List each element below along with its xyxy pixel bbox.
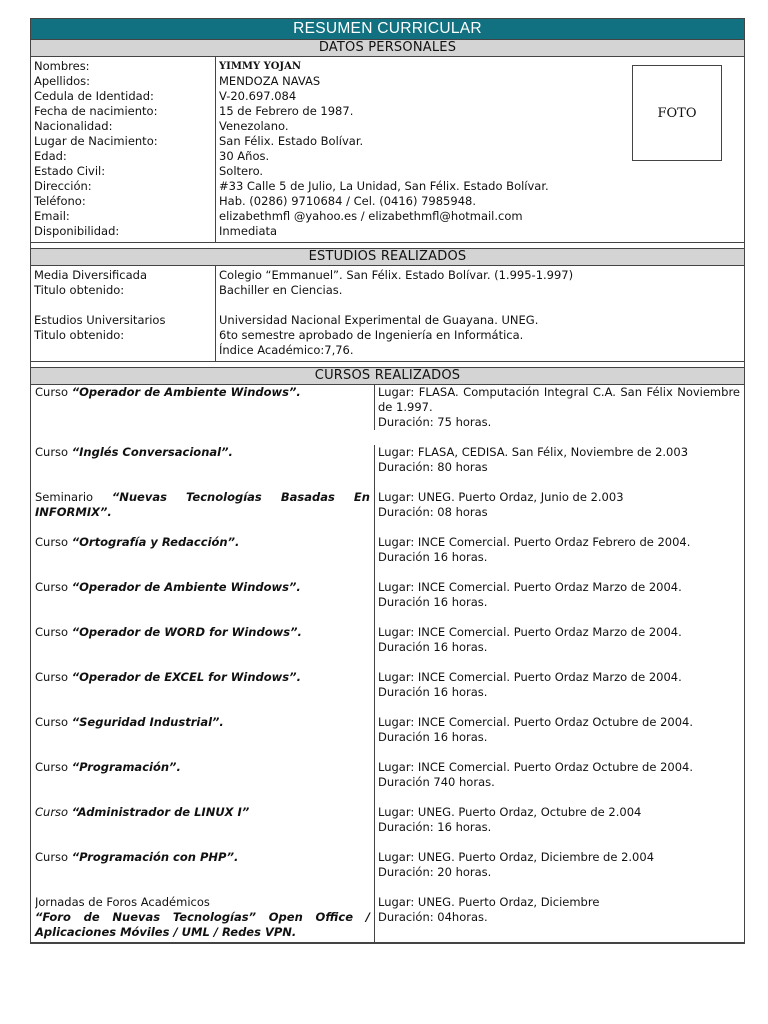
studies-values [216,266,744,361]
photo-label: FOTO [657,105,697,121]
course-place: Lugar: INCE Comercial. Puerto Ordaz Octubre de 2004. [378,715,694,729]
course-row [31,535,744,580]
course-row [31,385,744,430]
course-prefix: Curso [35,535,72,549]
courses-table [31,385,744,943]
course-row [31,670,744,715]
course-name: “Nuevas Tecnologías Basadas En INFORMIX”. [35,490,370,519]
course-title [31,805,375,850]
course-details [375,445,744,490]
course-title [31,385,375,430]
course-details [375,385,744,430]
course-row [31,805,744,850]
course-row [31,895,744,943]
course-place: Lugar: FLASA, CEDISA. San Félix, Noviembre de 2.003 [378,445,689,459]
label-fecha-nacimiento: Fecha de nacimiento: [34,104,158,118]
course-details [375,580,744,625]
course-name: “Programación con PHP”. [71,850,239,864]
course-prefix: Curso [35,580,72,594]
course-details [375,670,744,715]
value-semestre: 6to semestre aprobado de Ingeniería en Informática. [219,328,524,342]
label-direccion: Dirección: [34,179,92,193]
course-details [375,535,744,580]
personal-values [216,57,744,242]
course-prefix: Curso [35,385,72,399]
personal-labels [31,57,216,242]
course-title [31,895,375,942]
value-lugar-nacimiento: San Félix. Estado Bolívar. [219,134,364,148]
course-row [31,625,744,670]
value-apellidos: MENDOZA NAVAS [219,74,321,88]
course-prefix: Curso [35,850,72,864]
course-duration: Duración 16 horas. [378,640,488,654]
course-place: Lugar: UNEG. Puerto Ordaz, Diciembre [378,895,600,909]
curriculum-document [30,18,745,944]
label-media-diversificada: Media Diversificada [34,268,148,282]
course-prefix: Seminario [35,490,112,504]
label-disponibilidad: Disponibilidad: [34,224,120,238]
section-header-courses: CURSOS REALIZADOS [31,367,744,385]
value-estado-civil: Soltero. [219,164,264,178]
course-title [31,445,375,490]
course-title [31,760,375,805]
course-prefix: Curso [35,670,72,684]
label-nombres: Nombres: [34,59,90,73]
course-details [375,895,744,942]
course-title [31,850,375,895]
value-direccion: #33 Calle 5 de Julio, La Unidad, San Félix. Estado Bolívar. [219,179,549,193]
value-universidad: Universidad Nacional Experimental de Guayana. UNEG. [219,313,539,327]
course-details [375,490,744,535]
course-duration: Duración 740 horas. [378,775,495,789]
course-duration: Duración 16 horas. [378,685,488,699]
course-name: “Operador de Ambiente Windows”. [71,580,301,594]
document-title: RESUMEN CURRICULAR [31,19,744,40]
course-row [31,580,744,625]
label-estudios-universitarios: Estudios Universitarios [34,313,166,327]
value-edad: 30 Años. [219,149,270,163]
course-duration: Duración 16 horas. [378,550,488,564]
course-name: “Operador de EXCEL for Windows”. [71,670,301,684]
course-duration: Duración: 04horas. [378,910,488,924]
studies-labels [31,266,216,361]
section-header-personal: DATOS PERSONALES [31,40,744,57]
course-details [375,850,744,895]
photo-placeholder [632,65,722,161]
course-row [31,490,744,535]
course-duration: Duración: 20 horas. [378,865,492,879]
course-place: Lugar: UNEG. Puerto Ordaz, Junio de 2.003 [378,490,624,504]
course-details [375,760,744,805]
course-title [31,715,375,760]
section-header-studies: ESTUDIOS REALIZADOS [31,248,744,266]
value-colegio: Colegio “Emmanuel”. San Félix. Estado Bolívar. (1.995-1.997) [219,268,574,282]
course-duration: Duración 16 horas. [378,730,488,744]
course-name: “Operador de Ambiente Windows”. [71,385,301,399]
course-place: Lugar: INCE Comercial. Puerto Ordaz Febrero de 2004. [378,535,691,549]
label-cedula: Cedula de Identidad: [34,89,154,103]
value-email: elizabethmfl @yahoo.es / elizabethmfl@hotmail.com [219,209,523,223]
course-details [375,625,744,670]
value-telefono: Hab. (0286) 9710684 / Cel. (0416) 7985948. [219,194,476,208]
course-name: “Ortografía y Redacción”. [71,535,240,549]
label-estado-civil: Estado Civil: [34,164,106,178]
course-title [31,490,375,535]
course-place: Lugar: FLASA. Computación Integral C.A. San Félix Noviembre de 1.997. [378,385,740,414]
value-nacionalidad: Venezolano. [219,119,289,133]
course-row [31,715,744,760]
value-fecha-nacimiento: 15 de Febrero de 1987. [219,104,354,118]
course-title [31,670,375,715]
course-name: “Seguridad Industrial”. [71,715,224,729]
course-duration: Duración: 80 horas [378,460,488,474]
course-name: “Programación”. [71,760,181,774]
course-prefix: Curso [35,445,72,459]
course-row [31,850,744,895]
value-cedula: V-20.697.084 [219,89,297,103]
label-edad: Edad: [34,149,67,163]
course-title [31,625,375,670]
label-nacionalidad: Nacionalidad: [34,119,113,133]
course-name: “Operador de WORD for Windows”. [71,625,302,639]
personal-data-table [31,57,744,243]
course-duration: Duración: 08 horas [378,505,488,519]
course-place: Lugar: INCE Comercial. Puerto Ordaz Octubre de 2004. [378,760,694,774]
label-email: Email: [34,209,70,223]
course-place: Lugar: INCE Comercial. Puerto Ordaz Marzo de 2004. [378,670,682,684]
label-telefono: Teléfono: [34,194,86,208]
studies-table [31,266,744,362]
course-place: Lugar: UNEG. Puerto Ordaz, Octubre de 2.004 [378,805,642,819]
course-prefix: Curso [35,760,72,774]
course-name: “Inglés Conversacional”. [71,445,233,459]
value-bachiller: Bachiller en Ciencias. [219,283,343,297]
label-lugar-nacimiento: Lugar de Nacimiento: [34,134,158,148]
course-duration: Duración 16 horas. [378,595,488,609]
course-prefix: Jornadas de Foros Académicos [35,895,210,909]
value-disponibilidad: Inmediata [219,224,278,238]
course-prefix: Curso [35,805,72,819]
course-title [31,535,375,580]
course-prefix: Curso [35,715,72,729]
label-titulo-obtenido: Titulo obtenido: [34,283,125,297]
value-indice: Índice Académico:7,76. [219,343,354,357]
label-apellidos: Apellidos: [34,74,91,88]
course-duration: Duración: 16 horas. [378,820,492,834]
value-nombres: YIMMY YOJAN [219,61,302,72]
course-prefix: Curso [35,625,72,639]
course-row [31,430,744,490]
spacer [34,298,212,313]
label-titulo-obtenido-2: Titulo obtenido: [34,328,125,342]
course-details [375,715,744,760]
course-place: Lugar: INCE Comercial. Puerto Ordaz Marzo de 2004. [378,580,682,594]
course-place: Lugar: UNEG. Puerto Ordaz, Diciembre de 2.004 [378,850,655,864]
course-name: “Administrador de LINUX I” [71,805,250,819]
course-details [375,805,744,850]
course-duration: Duración: 75 horas. [378,415,492,429]
course-row [31,760,744,805]
course-name: “Foro de Nuevas Tecnologías” Open Office / Aplicaciones Móviles / UML / Redes VPN. [35,910,370,939]
course-place: Lugar: INCE Comercial. Puerto Ordaz Marzo de 2004. [378,625,682,639]
course-title [31,580,375,625]
spacer [219,298,741,313]
